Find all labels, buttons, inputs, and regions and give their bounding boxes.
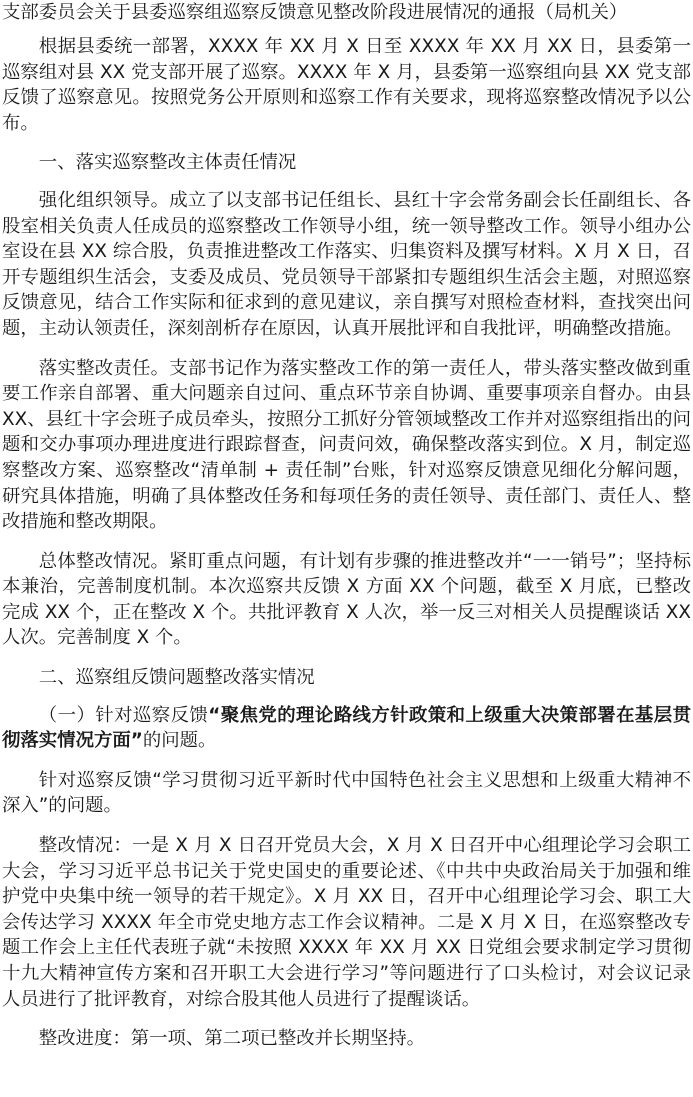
section-2-paragraph-rectification: 整改情况：一是 X 月 X 日召开党员大会，X 月 X 日召开中心组理论学习会职工大会，学习习近平总书记关于党史国史的重要论述、《中共中央政治局关于加强和维护党中央集中统一领导的若干规定》。X 月 XX 日，召开中心组理论学习会、职工大会传达学习 XXXX 年全市党史地方志工作会议精神。二是 X 月 X 日，在巡察整改专题工作会上主任代表班子就“未按照 XXXX 年 XX 月 XX 日党组会要求制定学习贯彻十九大精神宣传方案和召开职工大会进行学习”等问题进行了口头检讨，对会议记录人员进行了批评教育，对综合股其他人员进行了提醒谈话。 [2, 835, 691, 1010]
subheading-prefix: （一）针对巡察反馈 [38, 704, 209, 726]
section-1-paragraph-organization: 强化组织领导。成立了以支部书记任组长、县红十字会常务副会长任副组长、各股室相关负责人任成员的巡察整改工作领导小组，统一领导整改工作。领导小组办公室设在县 XX 综合股，负责推进整改工作落实、归集资料及撰写材料。X 月 X 日，召开专题组织生活会，支委及成员、党员领导干部紧扣专题组织生活会主题，对照巡察反馈意见，结合工作实际和征求到的意见建议，亲自撰写对照检查材料，查找突出问题，主动认领责任，深刻剖析存在原因，认真开展批评和自我批评，明确整改措施。 [2, 189, 691, 339]
section-2-paragraph-progress: 整改进度：第一项、第二项已整改并长期坚持。 [38, 1028, 426, 1050]
section-1-heading: 一、落实巡察整改主体责任情况 [38, 152, 297, 174]
subheading-quote: “聚焦党的理论路线方针政策和上级重大决策部署在基层贯彻落实情况方面” [2, 704, 691, 752]
intro-paragraph: 根据县委统一部署，XXXX 年 XX 月 X 日至 XXXX 年 XX 月 XX 日，县委第一巡察组对县 XX 党支部开展了巡察。XXXX 年 X 月，县委第一巡察组向县 XX 党支部反馈了巡察意见。按照党务公开原则和巡察工作有关要求，现将巡察整改情况予以公布。 [2, 36, 691, 134]
document-title: 支部委员会关于县委巡察组巡察反馈意见整改阶段进展情况的通报（局机关） [2, 2, 628, 23]
section-2-paragraph-issue: 针对巡察反馈“学习贯彻习近平新时代中国特色社会主义思想和上级重大精神不深入”的问题。 [2, 769, 691, 817]
section-1-paragraph-responsibility: 落实整改责任。支部书记作为落实整改工作的第一责任人，带头落实整改做到重要工作亲自部署、重大问题亲自过问、重点环节亲自协调、重要事项亲自督办。由县 XX、县红十字会班子成员牵头，按照分工抓好分管领域整改工作并对巡察组指出的问题和交办事项办理进度进行跟踪督查，问责问效，确保整改落实到位。X 月，制定巡察整改方案、巡察整改“清单制 + 责任制”台账，针对巡察反馈意见细化分解问题，研究具体措施，明确了具体整改任务和每项任务的责任领导、责任部门、责任人、整改措施和整改期限。 [2, 357, 691, 533]
section-2-heading: 二、巡察组反馈问题整改落实情况 [38, 667, 315, 689]
section-1-paragraph-overall: 总体整改情况。紧盯重点问题，有计划有步骤的推进整改并“一一销号”；坚持标本兼治，完善制度机制。本次巡察共反馈 X 方面 XX 个问题，截至 X 月底，已整改完成 XX 个，正在整改 X 个。共批评教育 X 人次，举一反三对相关人员提醒谈话 XX 人次。完善制度 X 个。 [2, 550, 691, 649]
subheading-suffix: 的问题。 [142, 730, 217, 752]
section-2-subheading-1 [2, 703, 691, 754]
